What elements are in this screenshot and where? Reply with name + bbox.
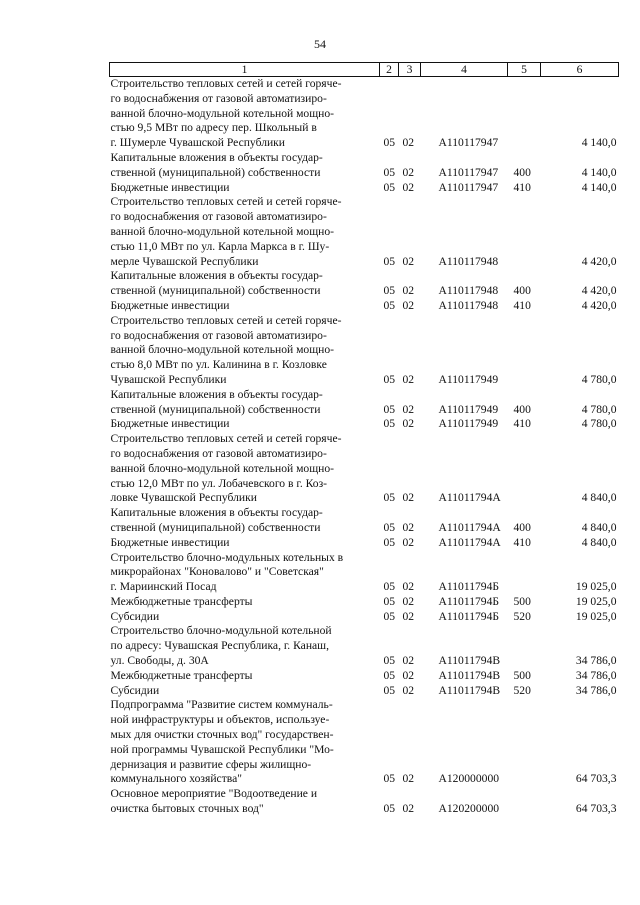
section-code: 05 <box>383 180 396 194</box>
row-name-line: Строительство тепловых сетей и сетей горяче- <box>110 313 342 327</box>
row-name-line: мых для очистки сточных вод" государствен- <box>110 728 334 742</box>
table-row <box>110 77 619 151</box>
amount: 34 786,0 <box>575 654 617 668</box>
table-row <box>110 314 619 388</box>
subsection-code: 02 <box>402 609 415 623</box>
table-row <box>110 684 619 699</box>
column-header-subsection: 3 <box>399 63 421 77</box>
column-header-name: 1 <box>110 63 380 77</box>
row-name-line: Межбюджетные трансферты <box>110 594 253 608</box>
row-name <box>110 269 380 299</box>
subsection-code: 02 <box>402 594 415 608</box>
expense-type-code <box>508 77 541 151</box>
amount: 4 780,0 <box>581 402 617 416</box>
amount: 19 025,0 <box>575 580 617 594</box>
row-name <box>110 610 380 625</box>
section-code: 05 <box>383 654 396 668</box>
subsection-code: 02 <box>402 772 415 786</box>
section-code: 05 <box>383 594 396 608</box>
row-name <box>110 388 380 418</box>
row-name-line: Бюджетные инвестиции <box>110 298 230 312</box>
row-name-line: ной инфраструктуры и объектов, используе- <box>110 713 330 727</box>
column-header-target-code: 4 <box>421 63 508 77</box>
row-name-line: стью 9,5 МВт по адресу пер. Школьный в <box>110 121 317 135</box>
expense-type-code: 400 <box>513 402 531 416</box>
row-name <box>110 684 380 699</box>
row-name-line: Межбюджетные трансферты <box>110 668 253 682</box>
expense-type-code <box>508 624 541 668</box>
row-name-line: Основное мероприятие "Водоотведение и <box>110 787 318 801</box>
row-name-line: Строительство тепловых сетей и сетей горяче- <box>110 195 342 209</box>
table-row <box>110 551 619 595</box>
section-code: 05 <box>383 298 396 312</box>
row-name-line: Чувашской Республики <box>110 372 227 386</box>
expense-type-code: 410 <box>513 417 531 431</box>
subsection-code: 02 <box>402 580 415 594</box>
row-name-line: очистка бытовых сточных вод" <box>110 802 264 816</box>
row-name-line: ственной (муниципальной) собственности <box>110 165 321 179</box>
row-name-line: Строительство блочно-модульных котельных в <box>110 550 344 564</box>
row-name-line: ул. Свободы, д. 30А <box>110 654 209 668</box>
row-name <box>110 624 380 668</box>
subsection-code: 02 <box>402 802 415 816</box>
expense-type-code <box>508 432 541 506</box>
expense-type-code: 400 <box>513 284 531 298</box>
subsection-code: 02 <box>402 372 415 386</box>
table-row <box>110 432 619 506</box>
row-name <box>110 698 380 787</box>
row-name <box>110 506 380 536</box>
expense-type-code: 400 <box>513 520 531 534</box>
row-name <box>110 536 380 551</box>
budget-table <box>109 62 619 817</box>
row-name-line: микрорайонах "Коновалово" и "Советская" <box>110 565 324 579</box>
target-article-code: A11011794Б <box>438 609 500 623</box>
row-name-line: Бюджетные инвестиции <box>110 180 230 194</box>
table-row <box>110 595 619 610</box>
section-code: 05 <box>383 802 396 816</box>
amount: 4 840,0 <box>581 535 617 549</box>
section-code: 05 <box>383 136 396 150</box>
section-code: 05 <box>383 609 396 623</box>
row-name <box>110 551 380 595</box>
expense-type-code: 410 <box>513 180 531 194</box>
section-code: 05 <box>383 165 396 179</box>
amount: 4 420,0 <box>581 298 617 312</box>
amount: 4 420,0 <box>581 254 617 268</box>
row-name-line: го водоснабжения от газовой автоматизиро- <box>110 91 327 105</box>
table-row <box>110 610 619 625</box>
target-article-code: A11011794Б <box>438 580 500 594</box>
section-code: 05 <box>383 372 396 386</box>
section-code: 05 <box>383 668 396 682</box>
section-code: 05 <box>383 535 396 549</box>
target-article-code: A11011794В <box>438 668 501 682</box>
amount: 4 420,0 <box>581 284 617 298</box>
row-name-line: ванной блочно-модульной котельной мощно- <box>110 224 335 238</box>
row-name-line: Капитальные вложения в объекты государ- <box>110 150 323 164</box>
expense-type-code <box>508 787 541 817</box>
row-name <box>110 595 380 610</box>
amount: 64 703,3 <box>575 802 617 816</box>
subsection-code: 02 <box>402 402 415 416</box>
row-name-line: Капитальные вложения в объекты государ- <box>110 387 323 401</box>
amount: 4 780,0 <box>581 417 617 431</box>
section-code: 05 <box>383 284 396 298</box>
amount: 34 786,0 <box>575 683 617 697</box>
row-name <box>110 181 380 196</box>
expense-type-code: 400 <box>513 165 531 179</box>
section-code: 05 <box>383 520 396 534</box>
amount: 4 840,0 <box>581 491 617 505</box>
row-name <box>110 195 380 269</box>
row-name-line: Субсидии <box>110 683 160 697</box>
table-row <box>110 669 619 684</box>
expense-type-code: 520 <box>513 683 531 697</box>
row-name <box>110 314 380 388</box>
amount: 4 140,0 <box>581 136 617 150</box>
subsection-code: 02 <box>402 165 415 179</box>
section-code: 05 <box>383 772 396 786</box>
expense-type-code: 500 <box>513 668 531 682</box>
section-code: 05 <box>383 402 396 416</box>
expense-type-code: 500 <box>513 594 531 608</box>
table-row <box>110 698 619 787</box>
row-name-line: стью 8,0 МВт по ул. Калинина в г. Козловке <box>110 358 327 372</box>
row-name <box>110 417 380 432</box>
target-article-code: A110117949 <box>438 417 499 431</box>
row-name <box>110 77 380 151</box>
subsection-code: 02 <box>402 254 415 268</box>
amount: 64 703,3 <box>575 772 617 786</box>
expense-type-code <box>508 698 541 787</box>
target-article-code: A110117949 <box>438 402 499 416</box>
row-name-line: Бюджетные инвестиции <box>110 535 230 549</box>
section-code: 05 <box>383 491 396 505</box>
subsection-code: 02 <box>402 654 415 668</box>
row-name-line: г. Мариинский Посад <box>110 580 217 594</box>
row-name-line: коммунального хозяйства" <box>110 772 242 786</box>
subsection-code: 02 <box>402 520 415 534</box>
column-header-amount: 6 <box>541 63 619 77</box>
row-name-line: го водоснабжения от газовой автоматизиро- <box>110 210 327 224</box>
table-row <box>110 417 619 432</box>
subsection-code: 02 <box>402 136 415 150</box>
row-name-line: ванной блочно-модульной котельной мощно- <box>110 343 335 357</box>
row-name <box>110 787 380 817</box>
row-name-line: Субсидии <box>110 609 160 623</box>
row-name-line: Капитальные вложения в объекты государ- <box>110 506 323 520</box>
row-name-line: мерле Чувашской Республики <box>110 254 259 268</box>
target-article-code: A110117948 <box>438 298 499 312</box>
row-name-line: ственной (муниципальной) собственности <box>110 284 321 298</box>
amount: 19 025,0 <box>575 594 617 608</box>
target-article-code: A11011794A <box>438 520 501 534</box>
subsection-code: 02 <box>402 417 415 431</box>
table-row <box>110 299 619 314</box>
section-code: 05 <box>383 683 396 697</box>
expense-type-code <box>508 551 541 595</box>
target-article-code: A120000000 <box>438 772 500 786</box>
column-header-section: 2 <box>380 63 399 77</box>
subsection-code: 02 <box>402 668 415 682</box>
subsection-code: 02 <box>402 683 415 697</box>
amount: 4 140,0 <box>581 165 617 179</box>
table-row <box>110 506 619 536</box>
table-row <box>110 624 619 668</box>
subsection-code: 02 <box>402 298 415 312</box>
subsection-code: 02 <box>402 535 415 549</box>
amount: 4 140,0 <box>581 180 617 194</box>
target-article-code: A120200000 <box>438 802 500 816</box>
row-name-line: го водоснабжения от газовой автоматизиро- <box>110 446 327 460</box>
amount: 19 025,0 <box>575 609 617 623</box>
target-article-code: A11011794Б <box>438 594 500 608</box>
subsection-code: 02 <box>402 491 415 505</box>
target-article-code: A110117947 <box>438 136 499 150</box>
target-article-code: A110117947 <box>438 165 499 179</box>
row-name-line: го водоснабжения от газовой автоматизиро- <box>110 328 327 342</box>
amount: 4 780,0 <box>581 372 617 386</box>
row-name-line: по адресу: Чувашская Республика, г. Канаш, <box>110 639 330 653</box>
target-article-code: A11011794A <box>438 535 501 549</box>
table-row <box>110 388 619 418</box>
section-code: 05 <box>383 417 396 431</box>
amount: 34 786,0 <box>575 668 617 682</box>
row-name-line: ственной (муниципальной) собственности <box>110 402 321 416</box>
row-name-line: ванной блочно-модульной котельной мощно- <box>110 106 335 120</box>
row-name-line: ной программы Чувашской Республики "Мо- <box>110 742 334 756</box>
row-name-line: г. Шумерле Чувашской Республики <box>110 136 286 150</box>
row-name-line: Бюджетные инвестиции <box>110 417 230 431</box>
row-name-line: ственной (муниципальной) собственности <box>110 520 321 534</box>
section-code: 05 <box>383 254 396 268</box>
row-name <box>110 299 380 314</box>
page-number: 54 <box>314 37 326 51</box>
table-row <box>110 787 619 817</box>
expense-type-code: 410 <box>513 535 531 549</box>
expense-type-code <box>508 314 541 388</box>
row-name-line: стью 12,0 МВт по ул. Лобачевского в г. Коз- <box>110 476 328 490</box>
expense-type-code <box>508 195 541 269</box>
row-name-line: Строительство блочно-модульной котельной <box>110 624 332 638</box>
row-name <box>110 669 380 684</box>
table-row <box>110 195 619 269</box>
row-name-line: Капитальные вложения в объекты государ- <box>110 269 323 283</box>
row-name <box>110 432 380 506</box>
table-row <box>110 181 619 196</box>
row-name-line: Подпрограмма "Развитие систем коммуналь- <box>110 698 333 712</box>
table-row <box>110 536 619 551</box>
subsection-code: 02 <box>402 180 415 194</box>
expense-type-code: 520 <box>513 609 531 623</box>
row-name <box>110 151 380 181</box>
amount: 4 840,0 <box>581 520 617 534</box>
row-name-line: ловке Чувашской Республики <box>110 491 257 505</box>
target-article-code: A110117948 <box>438 254 499 268</box>
row-name-line: Строительство тепловых сетей и сетей горяче- <box>110 77 342 90</box>
table-row <box>110 269 619 299</box>
target-article-code: A11011794В <box>438 683 501 697</box>
row-name-line: Строительство тепловых сетей и сетей горяче- <box>110 432 342 446</box>
column-header-expense-type: 5 <box>508 63 541 77</box>
column-header-row <box>110 63 619 77</box>
target-article-code: A11011794A <box>438 491 501 505</box>
row-name-line: стью 11,0 МВт по ул. Карла Маркса в г. Шу- <box>110 239 330 253</box>
section-code: 05 <box>383 580 396 594</box>
target-article-code: A110117949 <box>438 372 499 386</box>
expense-type-code: 410 <box>513 298 531 312</box>
row-name-line: ванной блочно-модульной котельной мощно- <box>110 461 335 475</box>
table-row <box>110 151 619 181</box>
subsection-code: 02 <box>402 284 415 298</box>
target-article-code: A110117948 <box>438 284 499 298</box>
target-article-code: A11011794В <box>438 654 501 668</box>
row-name-line: дернизация и развитие сферы жилищно- <box>110 757 312 771</box>
target-article-code: A110117947 <box>438 180 499 194</box>
